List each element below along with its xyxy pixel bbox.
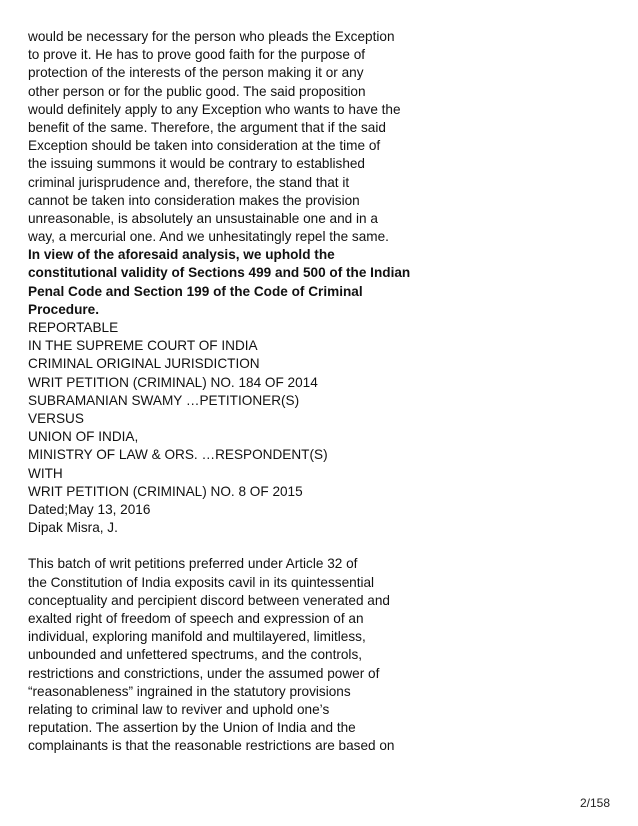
judgment-line: reputation. The assertion by the Union of India and the — [28, 720, 356, 736]
holding-line: constitutional validity of Sections 499 and 500 of the Indian — [28, 265, 411, 281]
text-line: Exception should be taken into consideration at the time of — [28, 138, 381, 154]
text-line: criminal jurisprudence and, therefore, the stand that it — [28, 174, 350, 190]
holding-line: Penal Code and Section 199 of the Code of Criminal — [28, 283, 363, 299]
case-header-line: Dated;May 13, 2016 — [28, 501, 151, 517]
case-header-line: IN THE SUPREME COURT OF INDIA — [28, 338, 258, 354]
holding-line: In view of the aforesaid analysis, we uphold the — [28, 247, 335, 263]
page-number: 2/158 — [579, 796, 610, 810]
case-header-line: MINISTRY OF LAW & ORS. …RESPONDENT(S) — [28, 447, 328, 463]
case-header-line: WRIT PETITION (CRIMINAL) NO. 8 OF 2015 — [28, 483, 303, 499]
judgment-line: This batch of writ petitions preferred under Article 32 of — [28, 556, 358, 572]
case-header-line: REPORTABLE — [28, 320, 119, 335]
case-header-line: UNION OF INDIA, — [28, 429, 139, 445]
case-header-line: WITH — [28, 465, 63, 481]
case-header-line: SUBRAMANIAN SWAMY …PETITIONER(S) — [28, 392, 300, 408]
text-line: would be necessary for the person who pleads the Exception — [28, 29, 395, 44]
judgment-line: exalted right of freedom of speech and expression of an — [28, 611, 364, 626]
document-text — [28, 28, 628, 756]
text-line: cannot be taken into consideration makes the provision — [28, 192, 360, 208]
text-line: to prove it. He has to prove good faith for the purpose of — [28, 47, 366, 63]
paragraph-gap — [28, 537, 628, 555]
text-line: other person or for the public good. The said proposition — [28, 83, 366, 99]
text-line: protection of the interests of the person making it or any — [28, 65, 364, 81]
judgment-line: complainants is that the reasonable restrictions are based on — [28, 738, 395, 754]
judgment-line: individual, exploring manifold and multilayered, limitless, — [28, 629, 366, 645]
judgment-line: the Constitution of India exposits cavil in its quintessential — [28, 574, 375, 590]
text-line: unreasonable, is absolutely an unsustainable one and in a — [28, 210, 378, 226]
case-header-line: WRIT PETITION (CRIMINAL) NO. 184 OF 2014 — [28, 374, 318, 390]
judgment-line: restrictions and constrictions, under the assumed power of — [28, 665, 380, 681]
judgment-line: unbounded and unfettered spectrums, and the controls, — [28, 647, 363, 663]
text-line: benefit of the same. Therefore, the argument that if the said — [28, 119, 386, 135]
judgment-line: relating to criminal law to reviver and uphold one’s — [28, 701, 330, 717]
judgment-line: “reasonableness” ingrained in the statutory provisions — [28, 683, 351, 699]
holding-line: Procedure. — [28, 301, 100, 317]
text-line: way, a mercurial one. And we unhesitatingly repel the same. — [28, 229, 389, 245]
case-header-line: CRIMINAL ORIGINAL JURISDICTION — [28, 356, 260, 372]
case-header-line: VERSUS — [28, 410, 84, 426]
text-line: would definitely apply to any Exception who wants to have the — [28, 101, 401, 117]
case-header-line: Dipak Misra, J. — [28, 520, 118, 536]
text-line: the issuing summons it would be contrary to established — [28, 156, 365, 172]
judgment-line: conceptuality and percipient discord between venerated and — [28, 592, 390, 608]
